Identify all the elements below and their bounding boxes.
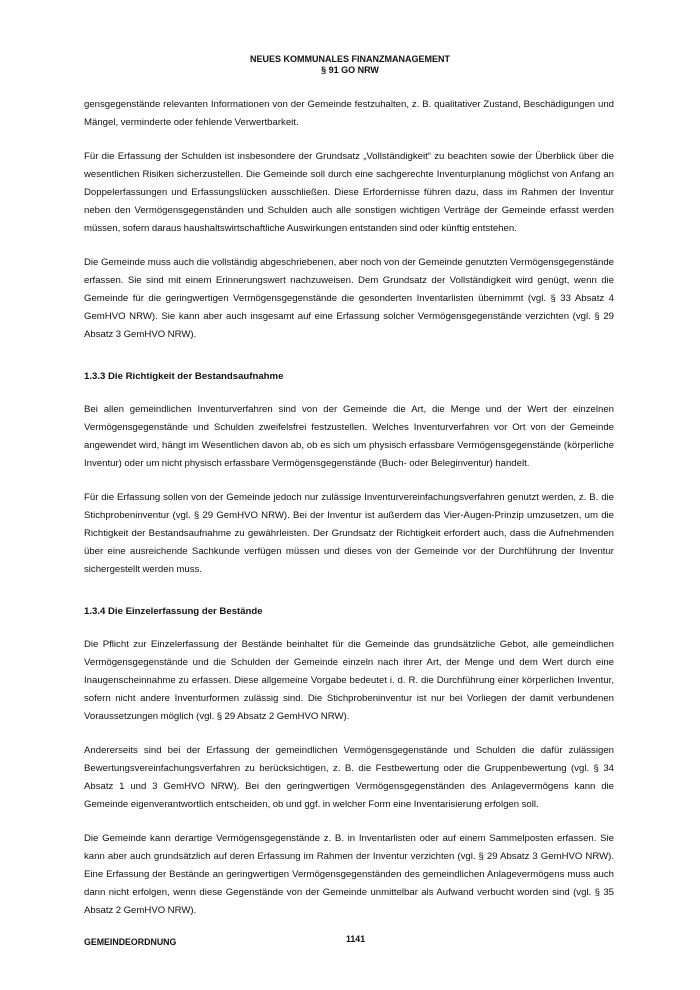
paragraph: Die Gemeinde muss auch die vollständig abgeschriebenen, aber noch von der Gemeinde genutzten Vermögensgegenstände erfassen. Sie sind mit einem Erinnerungswert nachzuweisen. Dem Grundsatz der Vollständigkeit wird genügt, wenn die Gemeinde für die geringwertigen Vermögensgegenstände die gesonderten Inventarlisten übernimmt (vgl. § 33 Absatz 4 GemHVO NRW). Sie kann aber auch insgesamt auf eine Erfassung solcher Vermögensgegenstände verzichten (vgl. § 29 Absatz 3 GemHVO NRW). xyxy=(84,257,614,340)
paragraph: gensgegenstände relevanten Informationen von der Gemeinde festzuhalten, z. B. qualitativer Zustand, Beschädigungen und Mängel, verminderte oder fehlende Verwertbarkeit. xyxy=(84,99,614,128)
page-number: 1141 xyxy=(346,934,366,944)
page-header xyxy=(0,54,700,76)
paragraph: Bei allen gemeindlichen Inventurverfahren sind von der Gemeinde die Art, die Menge und der Wert der einzelnen Vermögensgegenstände und Schulden zweifelsfrei festzustellen. Welches Inventurverfahren vor Ort von der Gemeinde angewendet wird, hängt im Wesentlichen davon ab, ob es sich um physisch erfassbare Vermögensgegenstände (körperliche Inventur) oder um nicht physisch erfassbare Vermögensgegenstände (Buch- oder Beleginventur) handelt. xyxy=(84,404,614,469)
paragraph: Die Pflicht zur Einzelerfassung der Bestände beinhaltet für die Gemeinde das grundsätzliche Gebot, alle gemeindlichen Vermögensgegenstände und die Schulden der Gemeinde einzeln nach ihrer Art, der Menge und dem Wert durch eine Inaugenscheinnahme zu erfassen. Diese allgemeine Vorgabe bedeutet i. d. R. die Durchführung einer körperlichen Inventur, sofern nicht andere Inventurformen zulässig sind. Die Stichprobeninventur ist nur bei Vorliegen der damit verbundenen Voraussetzungen möglich (vgl. § 29 Absatz 2 GemHVO NRW). xyxy=(84,639,614,722)
paragraph: Für die Erfassung sollen von der Gemeinde jedoch nur zulässige Inventurvereinfachungsverfahren genutzt werden, z. B. die Stichprobeninventur (vgl. § 29 GemHVO NRW). Bei der Inventur ist außerdem das Vier-Augen-Prinzip umzusetzen, um die Richtigkeit der Bestandsaufnahme zu gewährleisten. Der Grundsatz der Richtigkeit erfordert auch, dass die Aufnehmenden über eine ausreichende Sachkunde verfügen müssen und dieses von der Gemeinde vor der Durchführung der Inventur sichergestellt werden muss. xyxy=(84,492,614,575)
header-section: § 91 GO NRW xyxy=(321,65,379,75)
footer-label: GEMEINDEORDNUNG xyxy=(84,937,177,947)
section-heading-1-3-3: 1.3.3 Die Richtigkeit der Bestandsaufnahme xyxy=(84,371,284,382)
paragraph: Die Gemeinde kann derartige Vermögensgegenstände z. B. in Inventarlisten oder auf einem Sammelposten erfassen. Sie kann aber auch grundsätzlich auf deren Erfassung im Rahmen der Inventur verzichten (vgl. § 29 Absatz 3 GemHVO NRW). Eine Erfassung der Bestände an geringwertigen Vermögensgegenständen des gemeindlichen Anlagevermögens muss auch dann nicht erfolgen, wenn diese Gegenstände von der Gemeinde unmittelbar als Aufwand verbucht worden sind (vgl. § 35 Absatz 2 GemHVO NRW). xyxy=(84,833,614,916)
document-body xyxy=(84,96,614,936)
paragraph: Andererseits sind bei der Erfassung der gemeindlichen Vermögensgegenstände und Schulden die dafür zulässigen Bewertungsvereinfachungsverfahren zu berücksichtigen, z. B. die Festbewertung oder die Gruppenbewertung (vgl. § 34 Absatz 1 und 3 GemHVO NRW). Bei den geringwertigen Vermögensgegenständen des Anlagevermögens kann die Gemeinde eigenverantwortlich entscheiden, ob und ggf. in welcher Form eine Inventarisierung erfolgen soll. xyxy=(84,745,614,810)
paragraph: Für die Erfassung der Schulden ist insbesondere der Grundsatz „Vollständigkeit“ zu beachten sowie der Überblick über die wesentlichen Risiken sicherzustellen. Die Gemeinde soll durch eine sachgerechte Inventurplanung möglichst von Anfang an Doppelerfassungen und Erfassungslücken ausschließen. Diese Erfordernisse führen dazu, dass im Rahmen der Inventur neben den Vermögensgegenständen und Schulden auch alle sonstigen wichtigen Verträge der Gemeinde erfasst werden müssen, sofern daraus haushaltswirtschaftliche Auswirkungen entstanden sind oder künftig entstehen. xyxy=(84,151,614,234)
section-heading-1-3-4: 1.3.4 Die Einzelerfassung der Bestände xyxy=(84,606,263,617)
header-title: NEUES KOMMUNALES FINANZMANAGEMENT xyxy=(250,54,450,64)
